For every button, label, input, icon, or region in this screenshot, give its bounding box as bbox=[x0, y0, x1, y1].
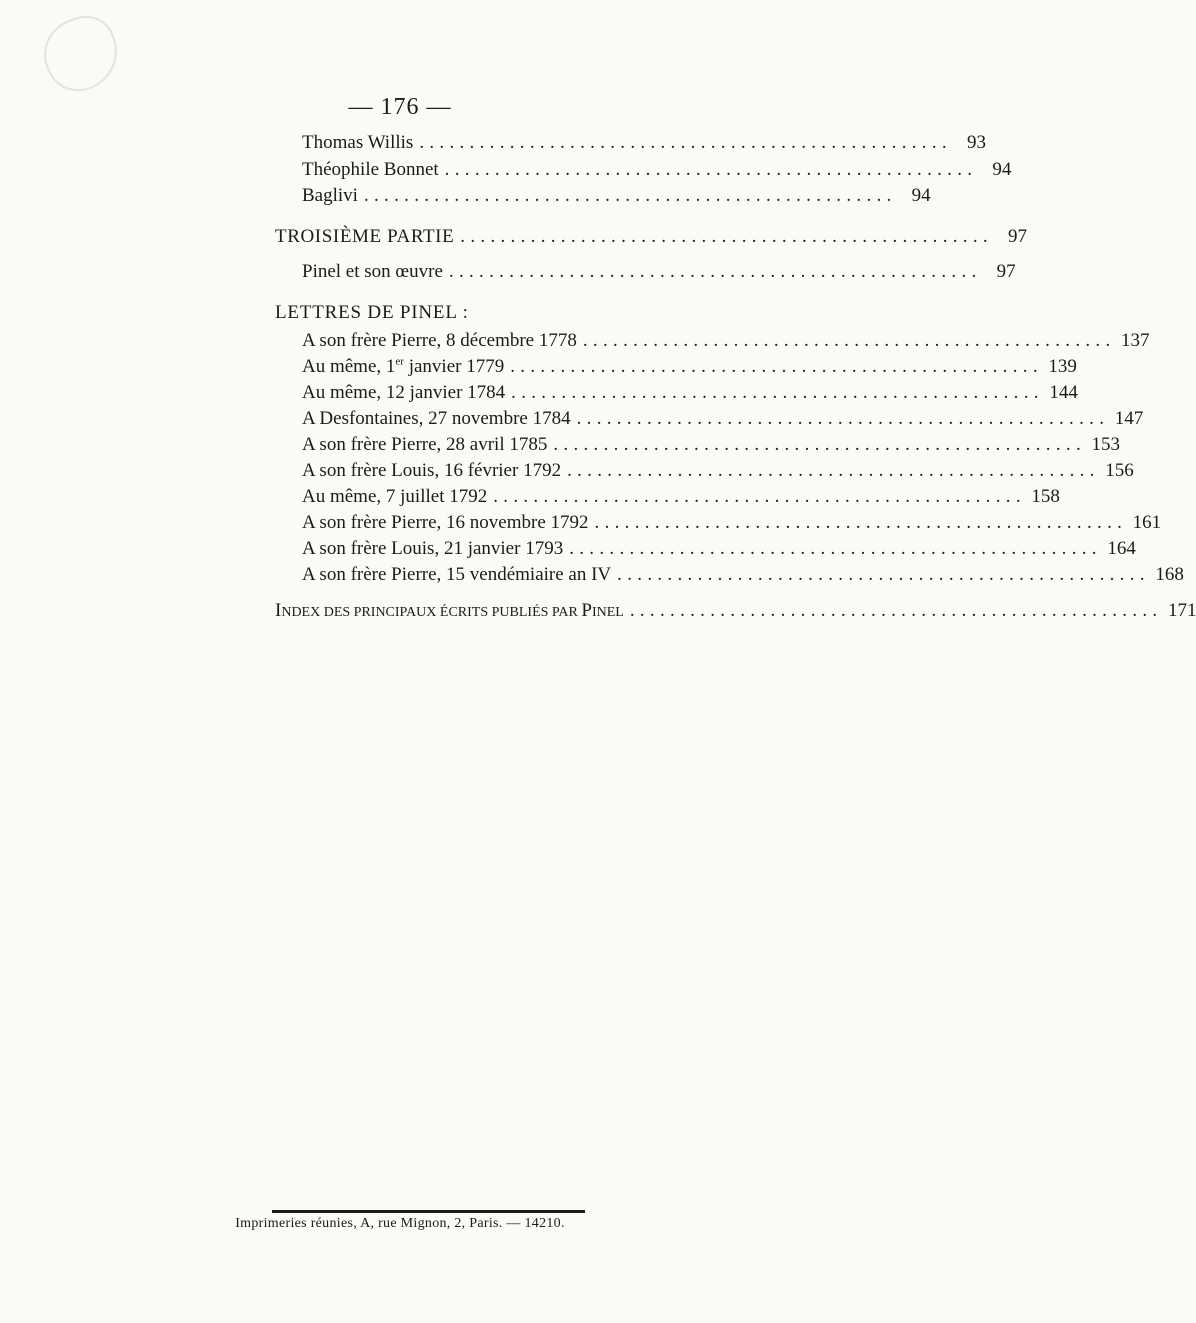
toc-entry-label: Baglivi bbox=[302, 185, 358, 206]
toc-entry-label: A son frère Louis, 21 janvier 1793 bbox=[302, 538, 564, 559]
toc-entry-page: 137 bbox=[1121, 330, 1150, 351]
printer-imprint: Imprimeries réunies, A, rue Mignon, 2, Paris. — 14210. bbox=[235, 1216, 565, 1231]
footer-rule bbox=[272, 1210, 585, 1213]
toc-entry-page: 139 bbox=[1048, 356, 1077, 377]
toc-entry-label: Au même, 1er janvier 1779 bbox=[302, 355, 505, 377]
page-number: — 176 — bbox=[348, 94, 452, 120]
toc-entry-page: 97 bbox=[996, 261, 1016, 282]
toc-index-entry bbox=[275, 598, 1196, 624]
toc-entry-label: A son frère Pierre, 28 avril 1785 bbox=[302, 434, 548, 455]
toc-entry bbox=[302, 380, 1078, 406]
toc-entry bbox=[302, 130, 986, 156]
toc-entry-label: A son frère Pierre, 8 décembre 1778 bbox=[302, 330, 577, 351]
dot-leader: ..................................................... bbox=[511, 382, 1044, 403]
toc-section-page: 97 bbox=[1007, 226, 1027, 247]
toc-entry-label: A son frère Pierre, 15 vendémiaire an IV bbox=[302, 564, 612, 585]
dot-leader: ..................................................... bbox=[569, 538, 1102, 559]
library-stamp-mark bbox=[34, 8, 128, 101]
toc-entry-page: 94 bbox=[911, 185, 931, 206]
toc-entry bbox=[302, 259, 1016, 285]
toc-entry-page: 144 bbox=[1049, 382, 1078, 403]
dot-leader: ..................................................... bbox=[510, 356, 1043, 377]
toc-entry bbox=[302, 536, 1136, 562]
dot-leader: ..................................................... bbox=[363, 185, 897, 206]
toc-entry-page: 164 bbox=[1107, 538, 1136, 559]
toc-entry bbox=[302, 562, 1184, 588]
dot-leader: ..................................................... bbox=[493, 486, 1026, 507]
toc-entry-label: A son frère Louis, 16 février 1792 bbox=[302, 460, 562, 481]
dot-leader: ..................................................... bbox=[419, 132, 952, 153]
dot-leader: ..................................................... bbox=[448, 261, 982, 282]
letters-heading: LETTRES DE PINEL : bbox=[275, 302, 469, 323]
toc-entry-page: 94 bbox=[992, 159, 1012, 180]
toc-entry-page: 93 bbox=[966, 132, 986, 153]
toc-entry-page: 147 bbox=[1114, 408, 1144, 429]
toc-entry-page: 153 bbox=[1091, 434, 1121, 455]
dot-leader: ..................................................... bbox=[617, 564, 1150, 585]
toc-section bbox=[275, 224, 1027, 250]
dot-leader: ..................................................... bbox=[576, 408, 1110, 429]
toc-entry-page: 158 bbox=[1031, 486, 1060, 507]
toc-entry-label: Théophile Bonnet bbox=[302, 159, 439, 180]
dot-leader: ..................................................... bbox=[460, 226, 993, 247]
toc-section-label: TROISIÈME PARTIE bbox=[275, 226, 455, 247]
toc-entry-page: 161 bbox=[1132, 512, 1162, 533]
dot-leader: ..................................................... bbox=[553, 434, 1087, 455]
toc-entry bbox=[302, 458, 1134, 484]
toc-entry bbox=[302, 157, 1012, 183]
toc-entry-page: 168 bbox=[1155, 564, 1184, 585]
toc-entry-label: A son frère Pierre, 16 novembre 1792 bbox=[302, 512, 589, 533]
toc-entry-label: Thomas Willis bbox=[302, 132, 414, 153]
dot-leader: ..................................................... bbox=[582, 330, 1116, 351]
toc-entry-label: Pinel et son œuvre bbox=[302, 261, 443, 282]
toc-entry bbox=[302, 432, 1121, 458]
toc-entry-page: 156 bbox=[1105, 460, 1134, 481]
dot-leader: ..................................................... bbox=[629, 600, 1163, 621]
dot-leader: ..................................................... bbox=[567, 460, 1100, 481]
toc-entry bbox=[302, 183, 931, 209]
toc-entry-label: INDEX DES PRINCIPAUX ÉCRITS PUBLIÉS PAR PINEL bbox=[275, 600, 624, 621]
toc-entry bbox=[302, 510, 1162, 536]
dot-leader: ..................................................... bbox=[444, 159, 978, 180]
toc-entry-label: A Desfontaines, 27 novembre 1784 bbox=[302, 408, 571, 429]
toc-entry bbox=[302, 328, 1150, 354]
toc-entry bbox=[302, 484, 1060, 510]
toc-entry-label: Au même, 7 juillet 1792 bbox=[302, 486, 488, 507]
dot-leader: ..................................................... bbox=[594, 512, 1128, 533]
toc-entry-label: Au même, 12 janvier 1784 bbox=[302, 382, 506, 403]
toc-entry bbox=[302, 354, 1077, 380]
toc-entry-page: 171 bbox=[1167, 600, 1196, 621]
toc-entry bbox=[302, 406, 1144, 432]
